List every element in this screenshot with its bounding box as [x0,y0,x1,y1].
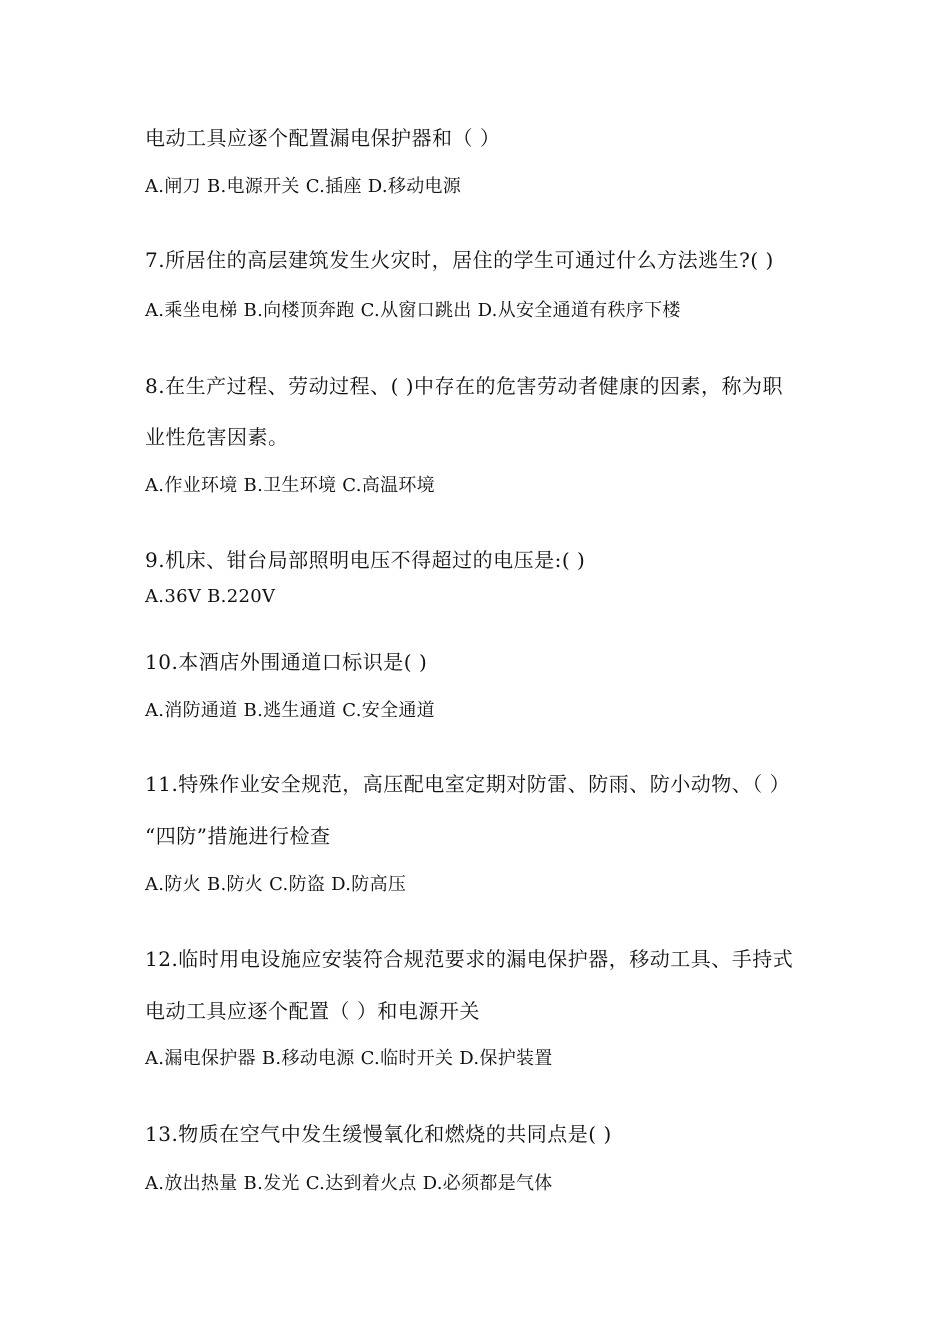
question-12-options: A.漏电保护器 B.移动电源 C.临时开关 D.保护装置 [145,1048,553,1069]
question-9-text: 9.机床、钳台局部照明电压不得超过的电压是:( ) [145,548,586,572]
question-10-text: 10.本酒店外围通道口标识是( ) [145,650,428,674]
question-13-options: A.放出热量 B.发光 C.达到着火点 D.必须都是气体 [145,1173,553,1194]
question-13-text: 13.物质在空气中发生缓慢氧化和燃烧的共同点是( ) [145,1122,612,1146]
question-6-continuation: 电动工具应逐个配置漏电保护器和（ ） [145,126,501,150]
question-8-text-continued: 业性危害因素。 [145,425,289,449]
question-7-options: A.乘坐电梯 B.向楼顶奔跑 C.从窗口跳出 D.从安全通道有秩序下楼 [145,300,681,321]
question-6-options: A.闸刀 B.电源开关 C.插座 D.移动电源 [145,176,462,197]
question-10-options: A.消防通道 B.逃生通道 C.安全通道 [145,700,435,721]
question-12-text-continued: 电动工具应逐个配置（ ）和电源开关 [145,999,480,1023]
question-8-text: 8.在生产过程、劳动过程、( )中存在的危害劳动者健康的因素，称为职 [145,374,784,398]
question-11-options: A.防火 B.防火 C.防盗 D.防高压 [145,874,407,895]
question-11-text: 11.特殊作业安全规范，高压配电室定期对防雷、防雨、防小动物、（ ） [145,772,791,796]
question-8-options: A.作业环境 B.卫生环境 C.高温环境 [145,475,435,496]
question-12-text: 12.临时用电设施应安装符合规范要求的漏电保护器，移动工具、手持式 [145,947,794,971]
question-7-text: 7.所居住的高层建筑发生火灾时，居住的学生可通过什么方法逃生?( ) [145,248,774,272]
question-9-options: A.36V B.220V [145,586,276,607]
question-11-text-continued: “四防”措施进行检查 [145,824,331,848]
